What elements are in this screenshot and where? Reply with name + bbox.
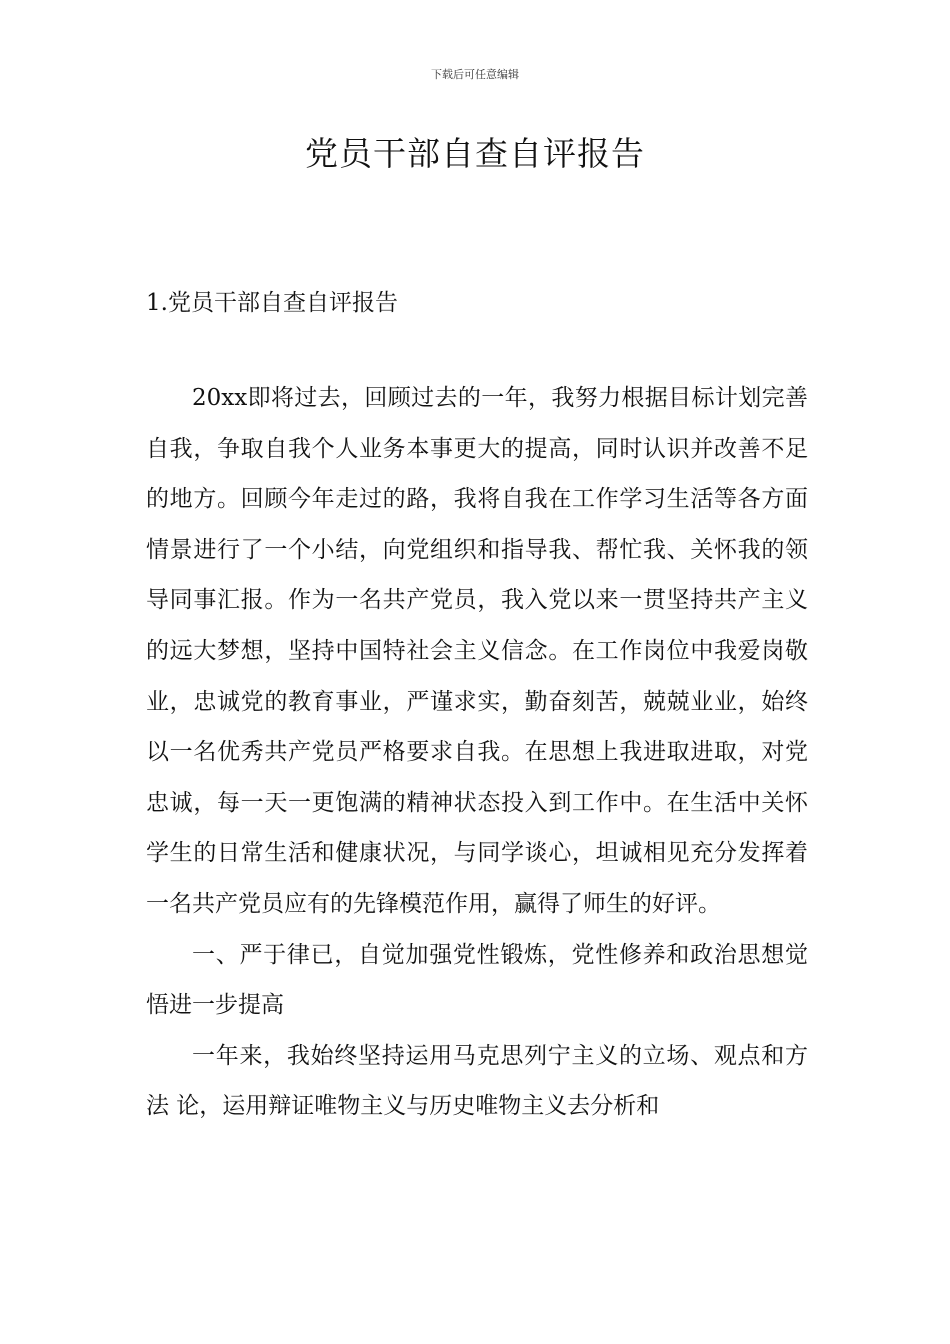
paragraph-subheading: 一、严于律已，自觉加强党性锻炼，党性修养和政治思想觉悟进一步提高	[146, 941, 808, 1019]
document-body	[146, 373, 808, 1132]
paragraph-body: 一年来，我始终坚持运用马克思列宁主义的立场、观点和方法 论，运用辩证唯物主义与历史唯物主义去分析和	[146, 1042, 808, 1120]
paragraph-intro: 20xx即将过去，回顾过去的一年，我努力根据目标计划完善自我，争取自我个人业务本事更大的提高，同时认识并改善不足的地方。回顾今年走过的路，我将自我在工作学习生活等各方面情景进行了一个小结，向党组织和指导我、帮忙我、关怀我的领导同事汇报。作为一名共产党员，我入党以来一贯坚持共产主义的远大梦想，坚持中国特社会主义信念。在工作岗位中我爱岗敬业，忠诚党的教育事业，严谨求实，勤奋刻苦，兢兢业业，始终以一名优秀共产党员严格要求自我。在思想上我进取进取，对党忠诚，每一天一更饱满的精神状态投入到工作中。在生活中关怀学生的日常生活和健康状况，与同学谈心，坦诚相见充分发挥着一名共产党员应有的先锋模范作用，赢得了师生的好评。	[146, 385, 808, 917]
document-title: 党员干部自查自评报告	[305, 134, 645, 173]
section-heading: 1.党员干部自查自评报告	[146, 290, 398, 316]
header-note: 下载后可任意编辑	[431, 68, 519, 81]
